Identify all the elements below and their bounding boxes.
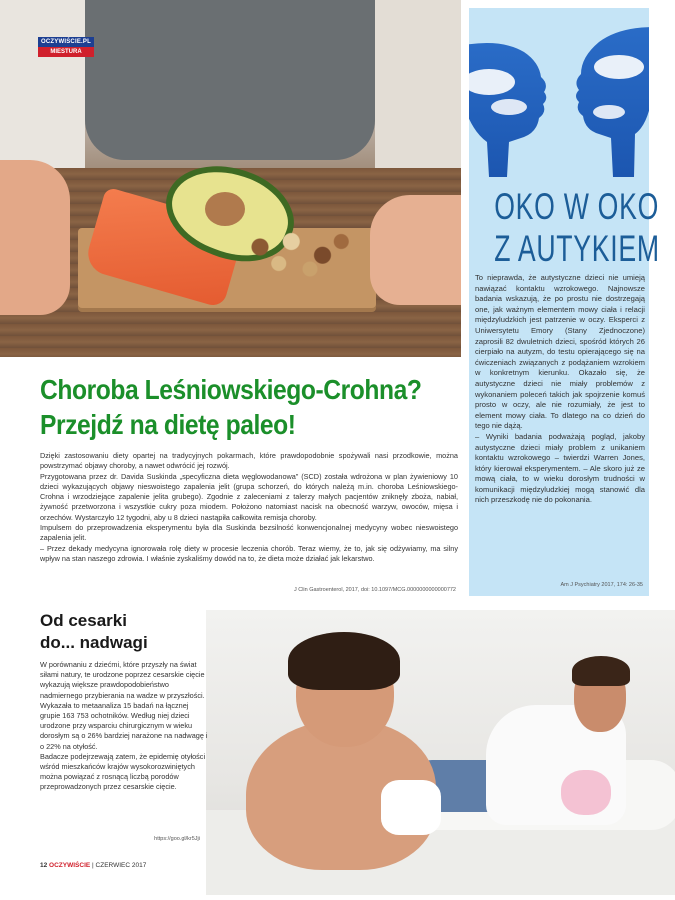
photo-baby-hair	[288, 632, 400, 690]
main-paragraph-1: Dzięki zastosowaniu diety opartej na tradycyjnych pokarmach, które prawdopodobnie spożywali nasi przodkowie, można powstrzymać objawy choroby, a nawet odwrócić jej rozwój.	[40, 451, 458, 471]
right-title-line2: Z AUTYKIEM	[494, 228, 660, 269]
right-article-source: Am J Psychiatry 2017, 174: 26-35	[560, 582, 643, 588]
main-title-line2: Przejdź na dietę paleo!	[40, 409, 296, 440]
photo-man-hair	[572, 656, 630, 686]
footer-issue: | CZERWIEC 2017	[92, 862, 147, 869]
photo-teddy-bear	[561, 770, 611, 815]
bottom-title-line2: do... nadwagi	[40, 633, 148, 652]
bottom-photo-baby-father	[206, 610, 675, 895]
footer-magazine: OCZYWIŚCIE	[49, 862, 91, 869]
main-paragraph-4: – Przez dekady medycyna ignorowała rolę diety w procesie leczenia chorób. Teraz wiemy, że to, jak się odżywiamy, ma silny wpływ na stan naszego zdrowia. I właśnie zyskaliśmy dowód na to, że dieta może działać jak lekarstwo.	[40, 543, 458, 563]
right-article-title	[494, 186, 660, 270]
photo-avocado-pit	[205, 192, 245, 226]
brand-tag-line2: MIESTURA	[38, 47, 94, 57]
right-paragraph-1: To nieprawda, że autystyczne dzieci nie umieją nawiązać kontaktu wzrokowego. Najnowsze badania wskazują, że po prostu nie dostrzegają one, jak ważnym elementem mowy ciała i relacji międzyludzkich jest patrzenie w oczy. Eksperci z Uniwersytetu Emory (Stany Zjednoczone) zaprosili 82 dwuletnich dzieci, spośród których 26 cierpiało na autyzm, do testu opierającego się na ćwiczeniach związanych z podążaniem wzrokiem w konkretnym kierunku. Okazało się, że autystyczne dzieci nie miały problemów z wykonaniem poleceń takich jak spojrzenie komuś prosto w oczy, ale nie rozumiały, że jest to element mowy ciała. To dlatego na co dzień do tego nie dążą.	[475, 273, 645, 431]
page-number: 12	[40, 862, 48, 869]
bottom-paragraph-1: W porównaniu z dziećmi, które przyszły na świat siłami natury, te urodzone poprzez cesarskie cięcie wykazują większe prawdopodobieństwo nadmiernego przybierania na wadze w przyszłości. Wykazała to metaanaliza 15 badań na łącznej grupie 163 753 ochotników. Według niej dzieci urodzone przy wsparciu chirurgicznym w wieku dorosłym są o 26% bardziej narażone na nadwagę i o 22% na otyłość.	[40, 660, 208, 751]
right-column-panel	[469, 8, 660, 596]
bottom-article-source: https://goo.gl/kr5Jji	[154, 836, 200, 842]
main-paragraph-2: Przygotowana przez dr. Davida Suskinda „specyficzna dieta węglowodanowa” (SCD) została wdrożona w plan żywieniowy 10 dzieci wykazujących objawy nieswoistego zapalenia jelit (grupa schorzeń, do których należą m.in. choroba Leśniowskiego-Crohna i wrzodziejące zapalenie jelita grubego). Zgodnie z zaleceniami z talerzy małych pacjentów zniknęły zboża, nabiał, żywność przetworzona i wszystkie cukry poza miodem. Położono natomiast nacisk na obecność warzyw, owoców, mięsa i orzechów. Wystarczyło 12 tygodni, aby u 8 dzieci nastąpiła całkowita remisja choroby.	[40, 471, 458, 522]
main-article-source: J Clin Gastroenterol, 2017, doi: 10.1097/MCG.0000000000000772	[293, 587, 456, 593]
photo-left-hand	[0, 160, 70, 315]
main-title-line1: Choroba Leśniowskiego-Crohna?	[40, 374, 422, 405]
main-article-title	[40, 372, 422, 442]
faces-sky-illustration	[469, 22, 649, 182]
page-footer	[40, 862, 240, 869]
photo-shirt	[85, 0, 375, 160]
right-paragraph-2: – Wyniki badania podważają pogląd, jakoby autystyczne dzieci miały problem z unikaniem kontaktu wzrokowego – twierdzi Warren Jones, który kierował eksperymentem. – Ale skoro już ze mową ciała, to w wieku dorosłym trudności w komunikacji międzyludzkiej mogą stanowić dla nich przeszkodę nie do pokonania.	[475, 431, 645, 505]
bottom-article-title	[40, 610, 220, 654]
photo-right-hand	[370, 195, 461, 305]
main-article-body	[40, 451, 458, 564]
photo-nuts	[235, 225, 360, 280]
main-paragraph-3: Impulsem do przeprowadzenia eksperymentu była dla Suskinda bezsilność konwencjonalnej medycyny wobec nieswoistego zapalenia jelit.	[40, 523, 458, 543]
right-title-line1: OKO W OKO	[494, 186, 660, 227]
photo-wall-left	[0, 0, 85, 175]
photo-wall-right	[375, 0, 461, 175]
bottom-paragraph-2: Badacze podejrzewają zatem, że epidemię otyłości wśród mieszkańców krajów wysokorozwiniętych można powiązać z rosnącą liczbą porodów przeprowadzonych przez cesarskie cięcie.	[40, 751, 206, 792]
photo-diaper	[381, 780, 441, 835]
right-article-body	[475, 273, 645, 506]
bottom-title-line1: Od cesarki	[40, 611, 127, 630]
brand-tag-line1: OCZYWIŚCIE.PL	[38, 37, 94, 47]
bottom-article-body	[40, 660, 208, 793]
brand-tag	[38, 37, 94, 57]
